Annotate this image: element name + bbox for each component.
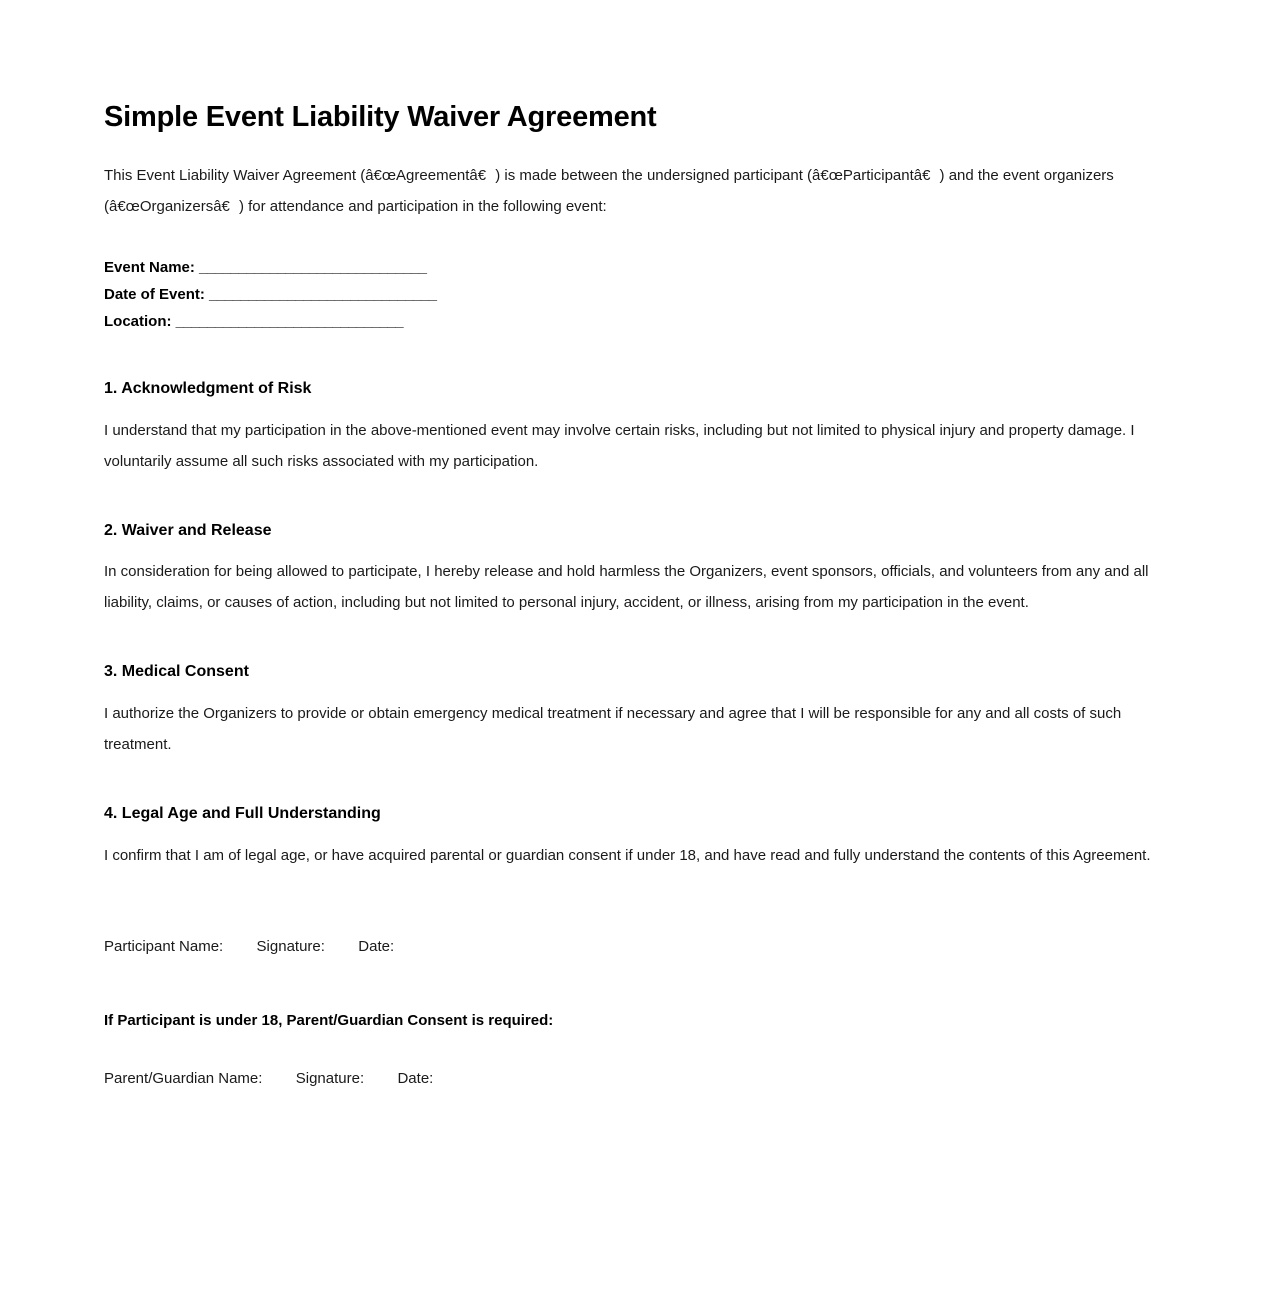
- event-details-fields: [104, 222, 1174, 335]
- page-title: Simple Event Liability Waiver Agreement: [104, 101, 657, 133]
- intro-paragraph: This Event Liability Waiver Agreement (â€œAgreementâ€) is made between the undersigned participant (â€œParticipantâ€) and the event organizers (â€œOrganizersâ€) for attendance and participation in the following event:: [104, 166, 1114, 215]
- field-label-location: Location:: [104, 312, 172, 330]
- document-content: [104, 0, 1174, 1092]
- section-legal-age-and-full-understanding: [104, 760, 1174, 871]
- section-body-waiver-and-release: In consideration for being allowed to participate, I hereby release and hold harmless the Organizers, event sponsors, officials, and volunteers from any and all liability, claims, or causes of action, including but not limited to personal injury, accident, or illness, arising from my participation in the event.: [104, 563, 1149, 612]
- section-body-acknowledgment-of-risk: I understand that my participation in the above-mentioned event may involve certain risks, including but not limited to physical injury and property damage. I voluntarily assume all such risks associated with my participation.: [104, 421, 1135, 470]
- section-heading-acknowledgment-of-risk: 1. Acknowledgment of Risk: [104, 379, 312, 397]
- field-row-event-name: [104, 254, 1174, 281]
- section-body-legal-age-and-full-understanding: I confirm that I am of legal age, or have acquired parental or guardian consent if under 18, and have read and fully understand the contents of this Agreement.: [104, 846, 1151, 864]
- field-row-location: [104, 308, 1174, 335]
- section-acknowledgment-of-risk: [104, 335, 1174, 477]
- field-row-date-of-event: [104, 281, 1174, 308]
- participant-signature-line[interactable]: Participant Name: Signature: Date:: [104, 937, 395, 955]
- section-heading-waiver-and-release: 2. Waiver and Release: [104, 521, 272, 539]
- field-rule-location[interactable]: _____________________________: [175, 312, 404, 330]
- section-heading-legal-age-and-full-understanding: 4. Legal Age and Full Understanding: [104, 805, 381, 823]
- section-medical-consent: [104, 618, 1174, 760]
- section-heading-medical-consent: 3. Medical Consent: [104, 663, 249, 681]
- signature-block: [104, 871, 1174, 1092]
- field-label-event-name: Event Name:: [104, 258, 195, 276]
- guardian-signature-line[interactable]: Parent/Guardian Name: Signature: Date:: [104, 1069, 434, 1087]
- field-label-date-of-event: Date of Event:: [104, 285, 205, 303]
- section-waiver-and-release: [104, 477, 1174, 619]
- field-rule-event-name[interactable]: _____________________________: [199, 258, 427, 276]
- field-rule-date-of-event[interactable]: _____________________________: [209, 285, 437, 303]
- guardian-consent-notice: If Participant is under 18, Parent/Guardian Consent is required:: [104, 1011, 554, 1029]
- section-body-medical-consent: I authorize the Organizers to provide or obtain emergency medical treatment if necessary and agree that I will be responsible for any and all costs of such treatment.: [104, 705, 1122, 754]
